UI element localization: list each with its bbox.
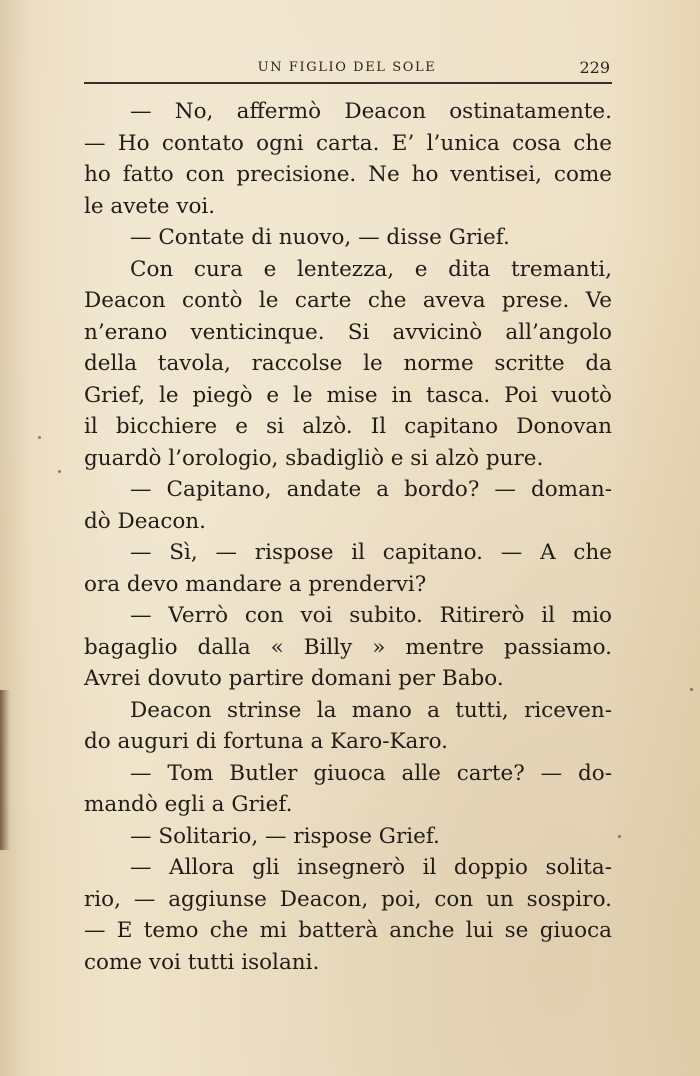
text-line: — Capitano, andate a bordo? — doman- [130,477,612,502]
spine-shadow [0,690,10,850]
text-line: ora devo mandare a prendervi? [84,571,427,597]
text-line: n’erano venticinque. Si avvicinò all’angolo [84,319,612,345]
running-title: UN FIGLIO DEL SOLE [257,60,437,75]
text-line: Deacon contò le carte che aveva prese. Ve [84,288,612,313]
text-line: — Solitario, — rispose Grief. [130,823,440,849]
header-rule [84,82,612,84]
text-line: Deacon strinse la mano a tutti, riceven- [130,697,612,723]
text-line: — Verrò con voi subito. Ritirerò il mio [130,603,612,628]
text-line: mandò egli a Grief. [84,792,293,817]
text-line: do auguri di fortuna a Karo-Karo. [84,729,449,754]
text-line: — Ho contato ogni carta. E’ l’unica cosa che [84,130,612,156]
page-number: 229 [579,58,610,77]
text-line: guardò l’orologio, sbadigliò e si alzò pure. [84,445,544,471]
text-line: come voi tutti isolani. [84,949,320,975]
text-line: — Tom Butler giuoca alle carte? — do- [130,760,612,786]
paper-speck [618,835,621,838]
text-line: — Allora gli insegnerò il doppio solita- [130,855,612,880]
paper-speck [690,688,693,691]
text-line: Grief, le piegò e le mise in tasca. Poi vuotò [84,382,612,408]
body-text [84,96,612,978]
text-line: le avete voi. [84,193,216,219]
text-line: bagaglio dalla « Billy » mentre passiamo. [84,634,612,660]
text-line: Avrei dovuto partire domani per Babo. [84,666,504,691]
text-line: dò Deacon. [84,508,206,534]
paper-speck [58,470,61,473]
text-line: — No, affermò Deacon ostinatamente. [130,99,612,124]
text-line: rio, — aggiunse Deacon, poi, con un sospiro. [84,886,612,912]
text-line: — Contate di nuovo, — disse Grief. [130,225,510,250]
text-line: Con cura e lentezza, e dita tremanti, [130,256,612,282]
text-line: il bicchiere e si alzò. Il capitano Donovan [84,414,612,439]
text-line: — E temo che mi batterà anche lui se giuoca [84,918,612,943]
paper-speck [38,436,41,439]
text-line: della tavola, raccolse le norme scritte da [84,351,612,376]
running-head [84,58,610,78]
text-line: — Sì, — rispose il capitano. — A che [130,540,612,565]
text-line: ho fatto con precisione. Ne ho ventisei, come [84,162,612,187]
